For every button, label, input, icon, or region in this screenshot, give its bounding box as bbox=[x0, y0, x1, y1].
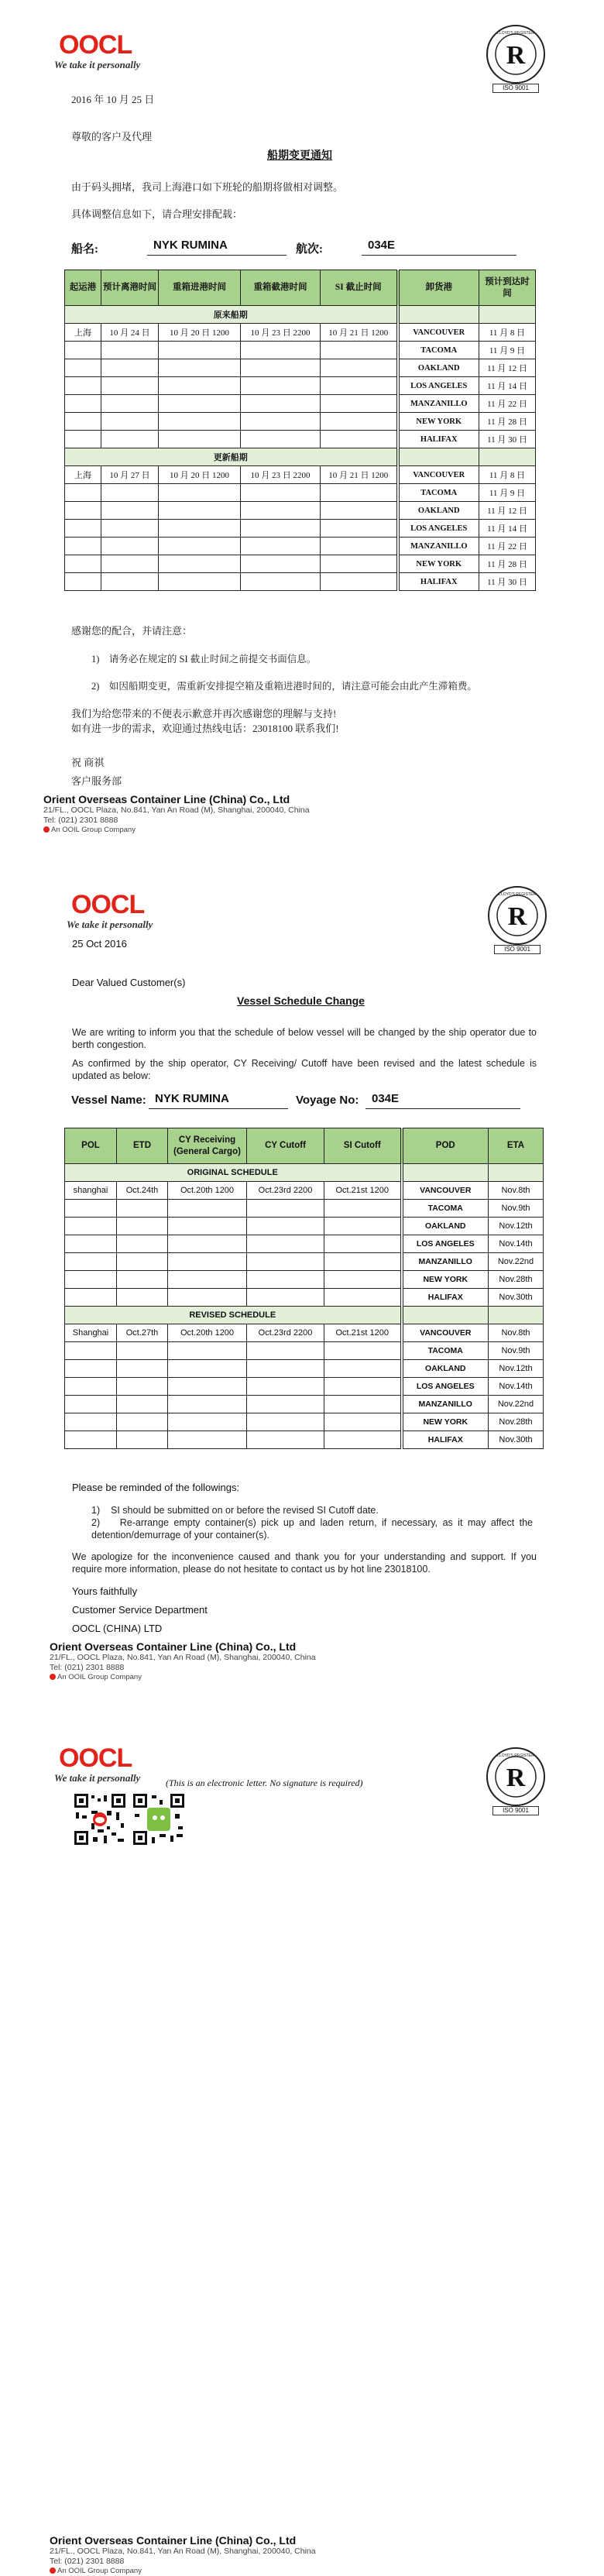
eta-cell: 11 月 28 日 bbox=[479, 555, 536, 573]
logo-tagline: We take it personally bbox=[54, 1772, 141, 1784]
section-revised: 更新船期 bbox=[65, 448, 398, 466]
company-address: 21/FL., OOCL Plaza, No.841, Yan An Road (M), Shanghai, 200040, China bbox=[43, 805, 310, 815]
intro-paragraph: We are writing to inform you that the schedule of below vessel will be changed by the ship operator due to berth congestion. bbox=[72, 1027, 537, 1050]
pod-cell: VANCOUVER bbox=[398, 324, 479, 342]
col-header: CY Receiving (General Cargo) bbox=[168, 1128, 247, 1164]
pod-cell: HALIFAX bbox=[398, 573, 479, 591]
col-header: 卸货港 bbox=[398, 270, 479, 306]
vessel-label: 船名: bbox=[71, 243, 98, 256]
eta-cell: 11 月 12 日 bbox=[479, 502, 536, 520]
empty-cell bbox=[241, 342, 321, 359]
empty-cell bbox=[241, 538, 321, 555]
empty-cell bbox=[241, 395, 321, 413]
pod-cell: TACOMA bbox=[402, 1200, 489, 1218]
empty-cell bbox=[117, 1218, 168, 1235]
eta-cell: Nov.28th bbox=[489, 1271, 544, 1289]
empty-cell bbox=[168, 1253, 247, 1271]
empty-cell bbox=[168, 1271, 247, 1289]
lrqa-seal-icon bbox=[485, 1746, 547, 1808]
eta-cell: 11 月 8 日 bbox=[479, 324, 536, 342]
eta-cell: 11 月 14 日 bbox=[479, 520, 536, 538]
empty-cell bbox=[101, 342, 159, 359]
empty-cell bbox=[101, 502, 159, 520]
empty-cell bbox=[247, 1431, 324, 1449]
pod-cell: NEW YORK bbox=[402, 1271, 489, 1289]
company-address: 21/FL., OOCL Plaza, No.841, Yan An Road (M), Shanghai, 200040, China bbox=[50, 2547, 316, 2556]
note-1: 1) 请务必在规定的 SI 截止时间之前提交书面信息。 bbox=[91, 654, 317, 665]
empty-cell bbox=[324, 1271, 402, 1289]
remind-line: Please be reminded of the followings: bbox=[72, 1482, 240, 1493]
empty-cell bbox=[168, 1289, 247, 1307]
empty-cell bbox=[324, 1253, 402, 1271]
empty-cell bbox=[101, 484, 159, 502]
schedule-table-en bbox=[64, 1128, 544, 1449]
table-cell: Shanghai bbox=[65, 1324, 117, 1342]
pod-cell: LOS ANGELES bbox=[402, 1378, 489, 1396]
empty-cell bbox=[101, 359, 159, 377]
pod-cell: VANCOUVER bbox=[398, 466, 479, 484]
empty-cell bbox=[321, 342, 398, 359]
col-header: 重箱截港时间 bbox=[241, 270, 321, 306]
pod-cell: OAKLAND bbox=[398, 359, 479, 377]
empty-cell bbox=[159, 395, 241, 413]
empty-cell bbox=[65, 377, 101, 395]
col-header: ETD bbox=[117, 1128, 168, 1164]
eta-cell: 11 月 22 日 bbox=[479, 538, 536, 555]
group-line bbox=[43, 826, 310, 835]
empty-cell bbox=[159, 431, 241, 448]
note-1: 1) SI should be submitted on or before the revised SI Cutoff date. bbox=[91, 1505, 379, 1516]
col-header: 预计离港时间 bbox=[101, 270, 159, 306]
empty-cell bbox=[168, 1360, 247, 1378]
empty-cell bbox=[247, 1378, 324, 1396]
empty-cell bbox=[117, 1253, 168, 1271]
table-cell: 上海 bbox=[65, 324, 101, 342]
company-address: 21/FL., OOCL Plaza, No.841, Yan An Road (M), Shanghai, 200040, China bbox=[50, 1653, 316, 1662]
pod-cell: NEW YORK bbox=[402, 1413, 489, 1431]
pod-cell: LOS ANGELES bbox=[398, 377, 479, 395]
empty-cell bbox=[247, 1396, 324, 1413]
empty-cell bbox=[65, 1378, 117, 1396]
empty-cell bbox=[241, 484, 321, 502]
pod-cell: NEW YORK bbox=[398, 413, 479, 431]
empty-cell bbox=[117, 1378, 168, 1396]
department: Customer Service Department bbox=[72, 1604, 208, 1616]
table-cell: 10 月 20 日 1200 bbox=[159, 466, 241, 484]
empty-cell bbox=[324, 1431, 402, 1449]
empty-cell bbox=[65, 1253, 117, 1271]
empty-cell bbox=[65, 413, 101, 431]
empty-cell bbox=[101, 377, 159, 395]
pod-cell: LOS ANGELES bbox=[402, 1235, 489, 1253]
company-name: Orient Overseas Container Line (China) Co., Ltd bbox=[43, 793, 290, 805]
table-cell: 10 月 23 日 2200 bbox=[241, 324, 321, 342]
empty-cell bbox=[324, 1396, 402, 1413]
col-header: SI Cutoff bbox=[324, 1128, 402, 1164]
eta-cell: 11 月 14 日 bbox=[479, 377, 536, 395]
group-line bbox=[50, 1673, 316, 1682]
empty-cell bbox=[241, 377, 321, 395]
empty-cell bbox=[168, 1396, 247, 1413]
intro-paragraph-2: 具体调整信息如下，请合理安排配载： bbox=[71, 208, 243, 220]
regards: 祝 商祺 bbox=[71, 757, 105, 768]
lrqa-seal bbox=[485, 23, 547, 93]
eta-cell: Nov.14th bbox=[489, 1235, 544, 1253]
section-original: 原来船期 bbox=[65, 306, 398, 324]
voyage-value: 034E bbox=[362, 239, 516, 256]
table-cell: 10 月 21 日 1200 bbox=[321, 324, 398, 342]
eta-cell: Nov.12th bbox=[489, 1218, 544, 1235]
vessel-value: NYK RUMINA bbox=[147, 239, 287, 256]
salutation: Dear Valued Customer(s) bbox=[72, 977, 186, 988]
pod-cell: MANZANILLO bbox=[402, 1253, 489, 1271]
empty-cell bbox=[321, 431, 398, 448]
empty-cell bbox=[321, 502, 398, 520]
empty-cell bbox=[241, 555, 321, 573]
empty-cell bbox=[324, 1342, 402, 1360]
logo-wordmark: OOCL bbox=[59, 30, 132, 60]
empty-cell bbox=[321, 395, 398, 413]
section-original: ORIGINAL SCHEDULE bbox=[65, 1164, 402, 1182]
pod-cell: OAKLAND bbox=[398, 502, 479, 520]
pod-cell: TACOMA bbox=[398, 484, 479, 502]
empty-cell bbox=[168, 1342, 247, 1360]
letter-title: 船期变更通知 bbox=[267, 150, 332, 162]
table-cell: 10 月 24 日 bbox=[101, 324, 159, 342]
eta-cell: 11 月 28 日 bbox=[479, 413, 536, 431]
table-cell: Oct.21st 1200 bbox=[324, 1182, 402, 1200]
note-2: 2) 如因船期变更，需重新安排提空箱及重箱进港时间的，请注意可能会由此产生滞箱费。 bbox=[91, 681, 477, 692]
company-tel: Tel: (021) 2301 8888 bbox=[50, 2557, 125, 2566]
eta-cell: 11 月 30 日 bbox=[479, 573, 536, 591]
eta-cell: Nov.14th bbox=[489, 1378, 544, 1396]
intro-paragraph-2: As confirmed by the ship operator, CY Receiving/ Cutoff have been revised and the latest schedule is updated as below: bbox=[72, 1058, 537, 1081]
table-cell: Oct.20th 1200 bbox=[168, 1182, 247, 1200]
logo-tagline: We take it personally bbox=[67, 919, 153, 930]
empty-cell bbox=[65, 431, 101, 448]
empty-cell bbox=[65, 555, 101, 573]
empty-cell bbox=[65, 484, 101, 502]
company-name: Orient Overseas Container Line (China) Co., Ltd bbox=[50, 2534, 297, 2547]
empty-cell bbox=[321, 538, 398, 555]
eta-cell: 11 月 9 日 bbox=[479, 342, 536, 359]
iso-label: ISO 9001 bbox=[492, 84, 539, 93]
schedule-table-cn bbox=[64, 270, 536, 591]
company-footer bbox=[50, 2534, 316, 2576]
empty-cell bbox=[65, 1413, 117, 1431]
empty-cell bbox=[65, 1200, 117, 1218]
empty-cell bbox=[321, 573, 398, 591]
letter-title: Vessel Schedule Change bbox=[237, 994, 365, 1007]
empty-cell bbox=[324, 1200, 402, 1218]
empty-cell bbox=[321, 413, 398, 431]
col-header: 重箱进港时间 bbox=[159, 270, 241, 306]
svg-text:LLOYD'S REGISTER: LLOYD'S REGISTER bbox=[497, 31, 534, 36]
table-cell: 10 月 23 日 2200 bbox=[241, 466, 321, 484]
pod-cell: MANZANILLO bbox=[402, 1396, 489, 1413]
col-header: 起运港 bbox=[65, 270, 101, 306]
svg-text:R: R bbox=[506, 41, 526, 70]
empty-cell bbox=[168, 1218, 247, 1235]
eta-cell: 11 月 8 日 bbox=[479, 466, 536, 484]
empty-cell bbox=[247, 1218, 324, 1235]
group-text: An OOIL Group Company bbox=[51, 826, 136, 834]
table-cell: 上海 bbox=[65, 466, 101, 484]
eta-cell: 11 月 9 日 bbox=[479, 484, 536, 502]
eta-cell: Nov.12th bbox=[489, 1360, 544, 1378]
apology-line-2: 如有进一步的需求，欢迎通过热线电话：23018100 联系我们! bbox=[71, 723, 339, 734]
apology-paragraph: We apologize for the inconvenience caused and thank you for your understanding and support. If you require more information, please do not hesitate to contact us by hot line 23018100. bbox=[72, 1551, 537, 1575]
department: 客户服务部 bbox=[71, 775, 122, 787]
table-cell: Oct.24th bbox=[117, 1182, 168, 1200]
vessel-label: Vessel Name: bbox=[71, 1094, 146, 1107]
empty-cell bbox=[159, 413, 241, 431]
empty-cell bbox=[247, 1289, 324, 1307]
empty-cell bbox=[117, 1200, 168, 1218]
empty-cell bbox=[168, 1378, 247, 1396]
pod-cell: OAKLAND bbox=[402, 1360, 489, 1378]
col-header: CY Cutoff bbox=[247, 1128, 324, 1164]
company-footer bbox=[50, 1640, 316, 1682]
empty-cell bbox=[101, 555, 159, 573]
empty-cell bbox=[324, 1235, 402, 1253]
empty-cell bbox=[321, 484, 398, 502]
empty-cell bbox=[159, 359, 241, 377]
logo-wordmark: OOCL bbox=[71, 890, 145, 919]
empty-cell bbox=[168, 1413, 247, 1431]
empty-cell bbox=[321, 555, 398, 573]
empty-cell bbox=[65, 520, 101, 538]
voyage-label: Voyage No: bbox=[296, 1094, 359, 1107]
empty-cell bbox=[241, 520, 321, 538]
empty-cell bbox=[65, 538, 101, 555]
empty-cell bbox=[321, 520, 398, 538]
oocl-logo bbox=[62, 889, 178, 936]
col-header: SI 截止时间 bbox=[321, 270, 398, 306]
wechat-qr-icon bbox=[132, 1792, 186, 1846]
page-english bbox=[0, 860, 604, 1712]
eta-cell: 11 月 12 日 bbox=[479, 359, 536, 377]
pod-cell: VANCOUVER bbox=[402, 1182, 489, 1200]
pod-cell: OAKLAND bbox=[402, 1218, 489, 1235]
empty-cell bbox=[101, 538, 159, 555]
empty-cell bbox=[241, 502, 321, 520]
lrqa-seal-icon bbox=[485, 23, 547, 85]
section-revised: REVISED SCHEDULE bbox=[65, 1307, 402, 1324]
intro-paragraph: 由于码头拥堵，我司上海港口如下班轮的船期将做相对调整。 bbox=[71, 181, 344, 193]
empty-cell bbox=[65, 1360, 117, 1378]
empty-cell bbox=[247, 1253, 324, 1271]
eta-cell: 11 月 30 日 bbox=[479, 431, 536, 448]
table-cell: Oct.21st 1200 bbox=[324, 1324, 402, 1342]
empty-cell bbox=[159, 484, 241, 502]
svg-text:R: R bbox=[507, 902, 527, 931]
empty-cell bbox=[101, 573, 159, 591]
col-header: 预计到达时间 bbox=[479, 270, 536, 306]
empty-cell bbox=[65, 342, 101, 359]
empty-cell bbox=[247, 1235, 324, 1253]
letter-date: 2016 年 10 月 25 日 bbox=[71, 94, 155, 105]
logo-tagline: We take it personally bbox=[54, 59, 141, 70]
company-tel: Tel: (021) 2301 8888 bbox=[50, 1663, 125, 1672]
group-text: An OOIL Group Company bbox=[57, 2567, 142, 2575]
eta-cell: Nov.9th bbox=[489, 1342, 544, 1360]
empty-cell bbox=[247, 1413, 324, 1431]
empty-cell bbox=[117, 1413, 168, 1431]
empty-cell bbox=[159, 342, 241, 359]
empty-cell bbox=[324, 1218, 402, 1235]
company-tel: Tel: (021) 2301 8888 bbox=[43, 816, 118, 825]
pod-cell: HALIFAX bbox=[402, 1431, 489, 1449]
thanks-line: 感谢您的配合，并请注意： bbox=[71, 625, 193, 637]
pod-cell: MANZANILLO bbox=[398, 395, 479, 413]
empty-cell bbox=[65, 573, 101, 591]
iso-label: ISO 9001 bbox=[494, 945, 541, 954]
empty-cell bbox=[241, 431, 321, 448]
table-cell: shanghai bbox=[65, 1182, 117, 1200]
table-cell: 10 月 20 日 1200 bbox=[159, 324, 241, 342]
empty-cell bbox=[168, 1235, 247, 1253]
col-header: POD bbox=[402, 1128, 489, 1164]
empty-cell bbox=[321, 359, 398, 377]
svg-text:LLOYD'S REGISTER: LLOYD'S REGISTER bbox=[499, 892, 536, 897]
iso-label: ISO 9001 bbox=[492, 1806, 539, 1815]
eta-cell: Nov.8th bbox=[489, 1324, 544, 1342]
table-cell: 10 月 27 日 bbox=[101, 466, 159, 484]
eta-cell: 11 月 22 日 bbox=[479, 395, 536, 413]
salutation: 尊敬的客户及代理 bbox=[71, 131, 153, 143]
empty-cell bbox=[117, 1289, 168, 1307]
eta-cell: Nov.30th bbox=[489, 1431, 544, 1449]
empty-cell bbox=[65, 395, 101, 413]
group-icon bbox=[50, 1674, 56, 1680]
empty-cell bbox=[241, 573, 321, 591]
svg-text:LLOYD'S REGISTER: LLOYD'S REGISTER bbox=[497, 1753, 534, 1758]
empty-cell bbox=[241, 359, 321, 377]
empty-cell bbox=[117, 1431, 168, 1449]
lrqa-seal bbox=[486, 884, 548, 954]
table-cell: Oct.23rd 2200 bbox=[247, 1182, 324, 1200]
empty-cell bbox=[101, 431, 159, 448]
pod-cell: LOS ANGELES bbox=[398, 520, 479, 538]
eta-cell: Nov.22nd bbox=[489, 1396, 544, 1413]
empty-cell bbox=[168, 1200, 247, 1218]
empty-cell bbox=[65, 1431, 117, 1449]
empty-cell bbox=[101, 413, 159, 431]
empty-cell bbox=[159, 538, 241, 555]
group-text: An OOIL Group Company bbox=[57, 1673, 142, 1681]
empty-cell bbox=[247, 1360, 324, 1378]
pod-cell: VANCOUVER bbox=[402, 1324, 489, 1342]
empty-cell bbox=[247, 1342, 324, 1360]
empty-cell bbox=[117, 1396, 168, 1413]
empty-cell bbox=[324, 1360, 402, 1378]
empty-cell bbox=[247, 1271, 324, 1289]
oocl-logo bbox=[50, 29, 166, 76]
empty-cell bbox=[65, 1235, 117, 1253]
pod-cell: NEW YORK bbox=[398, 555, 479, 573]
note-2: 2) Re-arrange empty container(s) pick up and laden return, if necessary, as it may affect the detention/demurrage of your container(s). bbox=[91, 1517, 533, 1540]
oocl-logo bbox=[50, 1743, 166, 1789]
page-chinese bbox=[0, 0, 604, 860]
table-cell: Oct.23rd 2200 bbox=[247, 1324, 324, 1342]
empty-cell bbox=[159, 377, 241, 395]
page-footer bbox=[0, 1712, 604, 2575]
weibo-qr-icon bbox=[73, 1792, 127, 1846]
logo-wordmark: OOCL bbox=[59, 1743, 132, 1773]
lrqa-seal bbox=[485, 1746, 547, 1815]
eta-cell: Nov.28th bbox=[489, 1413, 544, 1431]
empty-cell bbox=[65, 502, 101, 520]
pod-cell: HALIFAX bbox=[402, 1289, 489, 1307]
voyage-label: 航次: bbox=[296, 243, 323, 256]
col-header: ETA bbox=[489, 1128, 544, 1164]
pod-cell: HALIFAX bbox=[398, 431, 479, 448]
apology-line-1: 我们为给您带来的不便表示歉意并再次感谢您的理解与支持! bbox=[71, 708, 337, 720]
eta-cell: Nov.9th bbox=[489, 1200, 544, 1218]
svg-text:R: R bbox=[506, 1764, 526, 1792]
vessel-value: NYK RUMINA bbox=[149, 1092, 288, 1109]
group-icon bbox=[50, 2567, 56, 2574]
pod-cell: TACOMA bbox=[402, 1342, 489, 1360]
eta-cell: Nov.30th bbox=[489, 1289, 544, 1307]
eta-cell: Nov.8th bbox=[489, 1182, 544, 1200]
empty-cell bbox=[247, 1200, 324, 1218]
empty-cell bbox=[324, 1378, 402, 1396]
empty-cell bbox=[168, 1431, 247, 1449]
empty-cell bbox=[65, 1396, 117, 1413]
empty-cell bbox=[117, 1360, 168, 1378]
empty-cell bbox=[159, 502, 241, 520]
empty-cell bbox=[65, 1289, 117, 1307]
empty-cell bbox=[65, 359, 101, 377]
pod-cell: TACOMA bbox=[398, 342, 479, 359]
empty-cell bbox=[65, 1218, 117, 1235]
empty-cell bbox=[117, 1342, 168, 1360]
empty-cell bbox=[159, 555, 241, 573]
letter-date: 25 Oct 2016 bbox=[72, 938, 127, 950]
empty-cell bbox=[101, 395, 159, 413]
closing: Yours faithfully bbox=[72, 1585, 138, 1597]
empty-cell bbox=[324, 1413, 402, 1431]
empty-cell bbox=[321, 377, 398, 395]
empty-cell bbox=[65, 1271, 117, 1289]
empty-cell bbox=[65, 1342, 117, 1360]
empty-cell bbox=[117, 1271, 168, 1289]
empty-cell bbox=[241, 413, 321, 431]
electronic-notice: (This is an electronic letter. No signature is required) bbox=[166, 1777, 363, 1788]
group-icon bbox=[43, 826, 50, 833]
company-footer bbox=[43, 793, 310, 835]
col-header: POL bbox=[65, 1128, 117, 1164]
empty-cell bbox=[117, 1235, 168, 1253]
pod-cell: MANZANILLO bbox=[398, 538, 479, 555]
table-cell: Oct.27th bbox=[117, 1324, 168, 1342]
lrqa-seal-icon bbox=[486, 884, 548, 946]
organization: OOCL (CHINA) LTD bbox=[72, 1623, 163, 1634]
voyage-value: 034E bbox=[365, 1092, 520, 1109]
table-cell: 10 月 21 日 1200 bbox=[321, 466, 398, 484]
eta-cell: Nov.22nd bbox=[489, 1253, 544, 1271]
empty-cell bbox=[159, 573, 241, 591]
group-line bbox=[50, 2567, 316, 2576]
empty-cell bbox=[324, 1289, 402, 1307]
empty-cell bbox=[101, 520, 159, 538]
empty-cell bbox=[159, 520, 241, 538]
company-name: Orient Overseas Container Line (China) Co., Ltd bbox=[50, 1640, 297, 1653]
table-cell: Oct.20th 1200 bbox=[168, 1324, 247, 1342]
